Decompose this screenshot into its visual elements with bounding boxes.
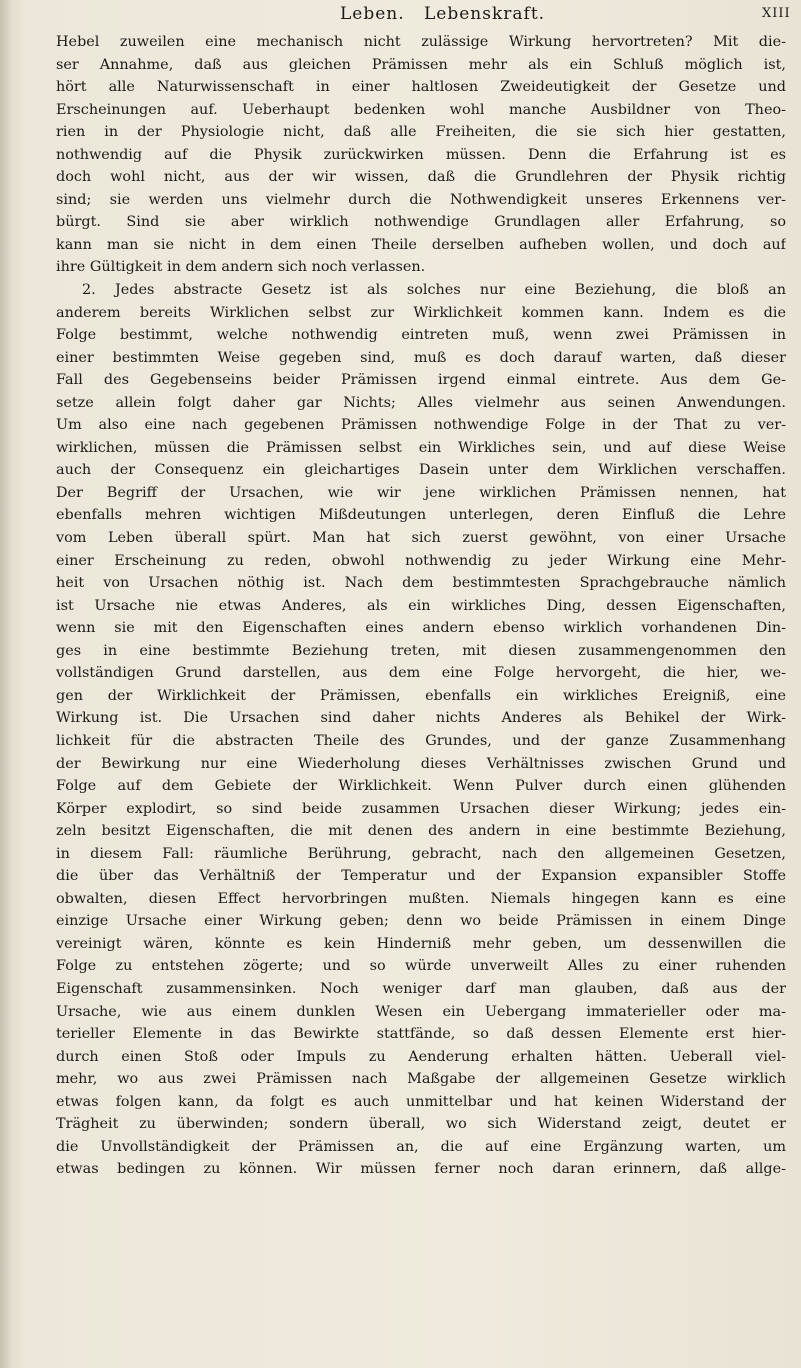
text-line: ser Annahme, daß aus gleichen Prämissen mehr als ein Schluß möglich ist, <box>56 56 786 73</box>
text-line: ihre Gültigkeit in dem andern sich noch verlassen. <box>56 259 426 276</box>
text-line: sind; sie werden uns vielmehr durch die Nothwendigkeit unseres Erkennens ver- <box>56 191 786 208</box>
text-line: hört alle Naturwissenschaft in einer haltlosen Zweideutigkeit der Gesetze und <box>56 79 786 96</box>
text-line: ges in eine bestimmte Beziehung treten, mit diesen zusammengenommen den <box>56 642 786 659</box>
text-line: wirklichen, müssen die Prämissen selbst ein Wirkliches sein, und auf diese Weise <box>56 439 786 456</box>
text-line: Körper explodirt, so sind beide zusammen Ursachen dieser Wirkung; jedes ein- <box>56 800 786 817</box>
text-line: der Bewirkung nur eine Wiederholung dieses Verhältnisses zwischen Grund und <box>56 755 786 772</box>
text-line: Trägheit zu überwinden; sondern überall, wo sich Widerstand zeigt, deutet er <box>56 1116 786 1133</box>
text-line: 2. Jedes abstracte Gesetz ist als solches nur eine Beziehung, die bloß an <box>82 282 786 299</box>
text-line: Folge zu entstehen zögerte; und so würde unverweilt Alles zu einer ruhenden <box>56 958 786 975</box>
text-line: die über das Verhältniß der Temperatur und der Expansion expansibler Stoffe <box>56 868 786 885</box>
gutter-shadow <box>0 0 12 1368</box>
text-line: terieller Elemente in das Bewirkte stattfände, so daß dessen Elemente erst hier- <box>56 1026 786 1043</box>
text-line: durch einen Stoß oder Impuls zu Aenderung erhalten hätten. Ueberall viel- <box>56 1048 786 1065</box>
text-line: nothwendig auf die Physik zurückwirken müssen. Denn die Erfahrung ist es <box>56 146 786 163</box>
text-line: etwas bedingen zu können. Wir müssen ferner noch daran erinnern, daß allge- <box>56 1161 786 1178</box>
text-line: Fall des Gegebenseins beider Prämissen irgend einmal eintrete. Aus dem Ge- <box>56 372 786 389</box>
text-line: doch wohl nicht, aus der wir wissen, daß die Grundlehren der Physik richtig <box>56 169 786 186</box>
text-line: Erscheinungen auf. Ueberhaupt bedenken wohl manche Ausbildner von Theo- <box>56 101 786 118</box>
text-line: auch der Consequenz ein gleichartiges Dasein unter dem Wirklichen verschaffen. <box>56 462 786 479</box>
text-line: lichkeit für die abstracten Theile des Grundes, und der ganze Zusammenhang <box>56 732 786 749</box>
text-line: vom Leben überall spürt. Man hat sich zuerst gewöhnt, von einer Ursache <box>56 530 786 547</box>
text-line: setze allein folgt daher gar Nichts; Alles vielmehr aus seinen Anwendungen. <box>56 394 786 411</box>
text-line: zeln besitzt Eigenschaften, die mit denen des andern in eine bestimmte Beziehung, <box>56 823 786 840</box>
text-line: gen der Wirklichkeit der Prämissen, ebenfalls ein wirkliches Ereigniß, eine <box>56 687 786 704</box>
page-number: XIII <box>762 6 791 21</box>
running-head <box>0 4 801 30</box>
text-line: vereinigt wären, könnte es kein Hinderniß mehr geben, um dessenwillen die <box>56 935 786 952</box>
text-line: Ursache, wie aus einem dunklen Wesen ein Uebergang immaterieller oder ma- <box>56 1003 786 1020</box>
text-line: Eigenschaft zusammensinken. Noch weniger darf man glauben, daß aus der <box>56 980 786 997</box>
text-line: Der Begriff der Ursachen, wie wir jene wirklichen Prämissen nennen, hat <box>56 484 786 501</box>
running-head-title: Lebenskraft. <box>424 4 546 24</box>
text-line: etwas folgen kann, da folgt es auch unmittelbar und hat keinen Widerstand der <box>56 1093 786 1110</box>
text-line: Folge bestimmt, welche nothwendig eintreten muß, wenn zwei Prämissen in <box>56 327 786 344</box>
text-line: Um also eine nach gegebenen Prämissen nothwendige Folge in der That zu ver- <box>56 417 786 434</box>
text-line: Wirkung ist. Die Ursachen sind daher nichts Anderes als Behikel der Wirk- <box>56 710 786 727</box>
text-line: kann man sie nicht in dem einen Theile derselben aufheben wollen, und doch auf <box>56 236 786 253</box>
text-line: einer Erscheinung zu reden, obwohl nothwendig zu jeder Wirkung eine Mehr- <box>56 552 786 569</box>
running-head-left: Leben. <box>340 4 405 24</box>
text-line: wenn sie mit den Eigenschaften eines andern ebenso wirklich vorhandenen Din- <box>56 620 786 637</box>
text-line: Hebel zuweilen eine mechanisch nicht zulässige Wirkung hervortreten? Mit die- <box>56 34 786 50</box>
text-line: anderem bereits Wirklichen selbst zur Wirklichkeit kommen kann. Indem es die <box>56 304 786 321</box>
text-line: die Unvollständigkeit der Prämissen an, die auf eine Ergänzung warten, um <box>56 1138 786 1155</box>
text-line: bürgt. Sind sie aber wirklich nothwendige Grundlagen aller Erfahrung, so <box>56 214 786 231</box>
text-line: Folge auf dem Gebiete der Wirklichkeit. Wenn Pulver durch einen glühenden <box>56 778 786 795</box>
text-line: ebenfalls mehren wichtigen Mißdeutungen unterlegen, deren Einfluß die Lehre <box>56 507 786 524</box>
text-line: in diesem Fall: räumliche Berührung, gebracht, nach den allgemeinen Gesetzen, <box>56 845 786 862</box>
text-line: rien in der Physiologie nicht, daß alle Freiheiten, die sie sich hier gestatten, <box>56 124 786 141</box>
text-line: ist Ursache nie etwas Anderes, als ein wirkliches Ding, dessen Eigenschaften, <box>56 597 786 614</box>
text-line: einer bestimmten Weise gegeben sind, muß es doch darauf warten, daß dieser <box>56 349 786 366</box>
text-line: heit von Ursachen nöthig ist. Nach dem bestimmtesten Sprachgebrauche nämlich <box>56 575 786 592</box>
body-text <box>56 31 786 1181</box>
text-line: mehr, wo aus zwei Prämissen nach Maßgabe der allgemeinen Gesetze wirklich <box>56 1071 786 1088</box>
text-line: vollständigen Grund darstellen, aus dem eine Folge hervorgeht, die hier, we- <box>56 665 786 682</box>
text-line: obwalten, diesen Effect hervorbringen mußten. Niemals hingegen kann es eine <box>56 890 786 907</box>
text-line: einzige Ursache einer Wirkung geben; denn wo beide Prämissen in einem Dinge <box>56 913 786 930</box>
